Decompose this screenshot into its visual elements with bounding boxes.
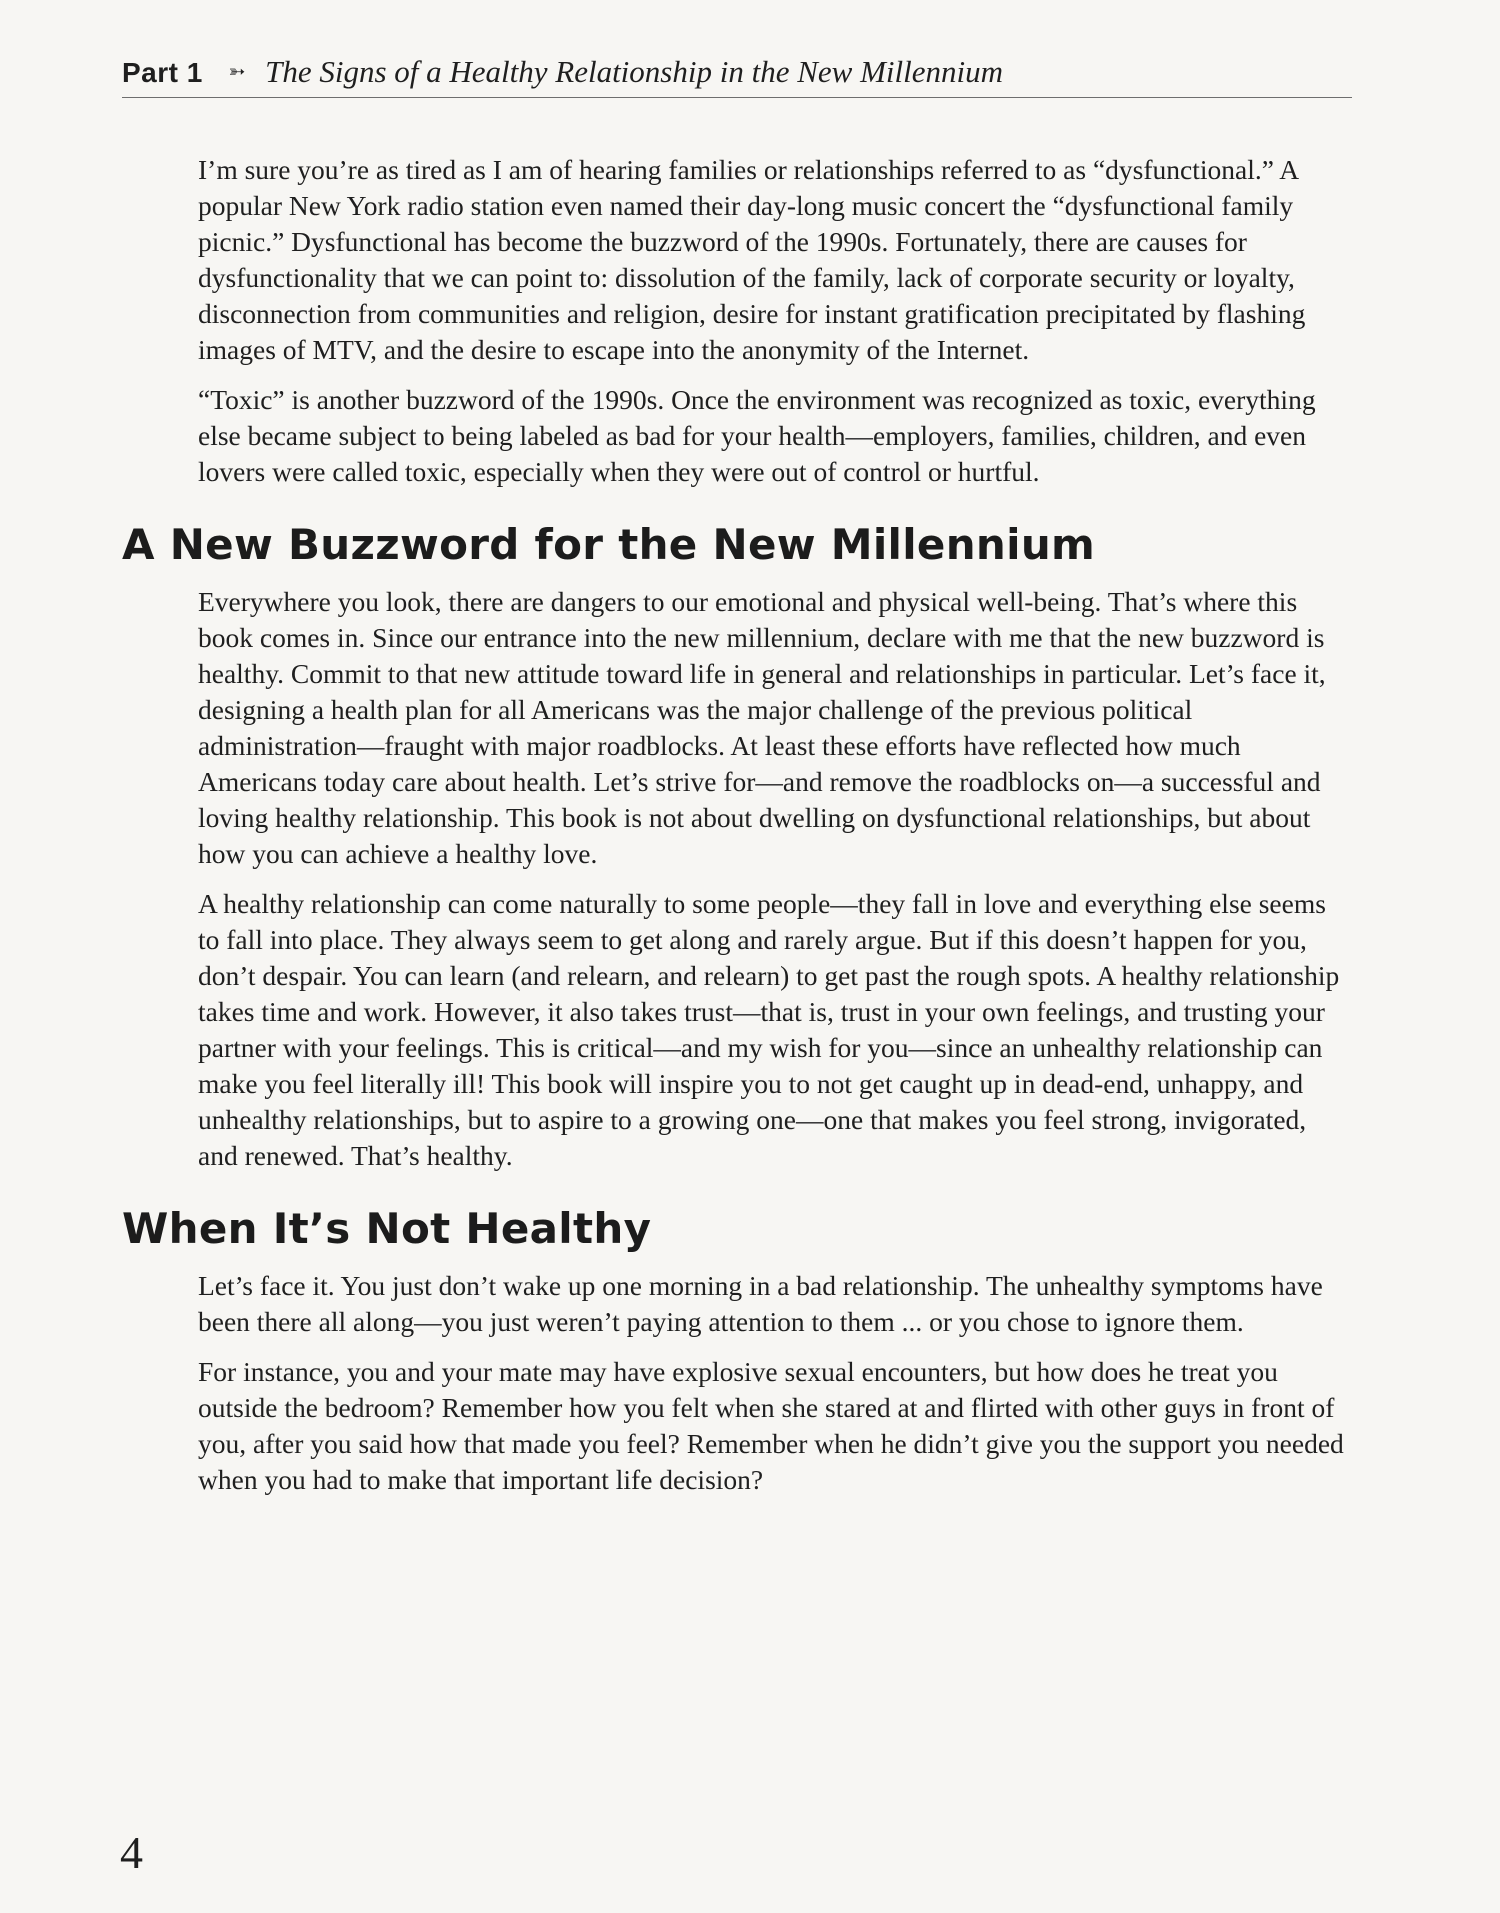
arrow-icon: ➳ bbox=[228, 61, 246, 83]
paragraph: I’m sure you’re as tired as I am of hearing families or relationships referred to as “dysfunctional.” A popular New York radio station even named their day-long music concert the “dysfunctional family picnic.” Dysfunctional has become the buzzword of the 1990s. Fortunately, there are causes for dysfunctionality that we can point to: dissolution of the family, lack of corporate security or loyalty, disconnection from communities and religion, desire for instant gratification precipitated by flashing images of MTV, and the desire to escape into the anonymity of the Internet. bbox=[198, 154, 1306, 365]
paragraph: Everywhere you look, there are dangers to our emotional and physical well-being. That’s where this book comes in. Since our entrance into the new millennium, declare with me that the new buzzword is healthy. Commit to that new attitude toward life in general and relationships in particular. Let’s face it, designing a health plan for all Americans was the major challenge of the previous political administration—fraught with major roadblocks. At least these efforts have reflected how much Americans today care about health. Let’s strive for—and remove the roadblocks on—a successful and loving healthy relationship. This book is not about dwelling on dysfunctional relationships, but about how you can achieve a healthy love. bbox=[198, 586, 1326, 869]
page-body bbox=[122, 152, 1348, 1512]
chapter-title: The Signs of a Healthy Relationship in the New Millennium bbox=[265, 54, 1003, 89]
page-number: 4 bbox=[120, 1827, 143, 1878]
running-head bbox=[122, 52, 1352, 92]
paragraph: A healthy relationship can come naturally to some people—they fall in love and everything else seems to fall into place. They always seem to get along and rarely argue. But if this doesn’t happen for you, don’t despair. You can learn (and relearn, and relearn) to get past the rough spots. A healthy relationship takes time and work. However, it also takes trust—that is, trust in your own feelings, and trusting your partner with your feelings. This is critical—and my wish for you—since an unhealthy relationship can make you feel literally ill! This book will inspire you to not get caught up in dead-end, unhappy, and unhealthy relationships, but to aspire to a growing one—one that makes you feel strong, invigorated, and renewed. That’s healthy. bbox=[198, 888, 1340, 1171]
part-label: Part 1 bbox=[122, 57, 203, 88]
paragraph: “Toxic” is another buzzword of the 1990s. Once the environment was recognized as toxic, everything else became subject to being labeled as bad for your health—employers, families, children, and even lovers were called toxic, especially when they were out of control or hurtful. bbox=[198, 384, 1316, 487]
paragraph: For instance, you and your mate may have explosive sexual encounters, but how does he treat you outside the bedroom? Remember how you felt when she stared at and flirted with other guys in front of you, after you said how that made you feel? Remember when he didn’t give you the support you needed when you had to make that important life decision? bbox=[198, 1356, 1344, 1495]
section-heading: A New Buzzword for the New Millennium bbox=[122, 520, 1096, 569]
header-rule bbox=[122, 97, 1352, 98]
section-heading: When It’s Not Healthy bbox=[122, 1204, 652, 1253]
paragraph: Let’s face it. You just don’t wake up one morning in a bad relationship. The unhealthy symptoms have been there all along—you just weren’t paying attention to them ... or you chose to ignore them. bbox=[198, 1270, 1323, 1337]
